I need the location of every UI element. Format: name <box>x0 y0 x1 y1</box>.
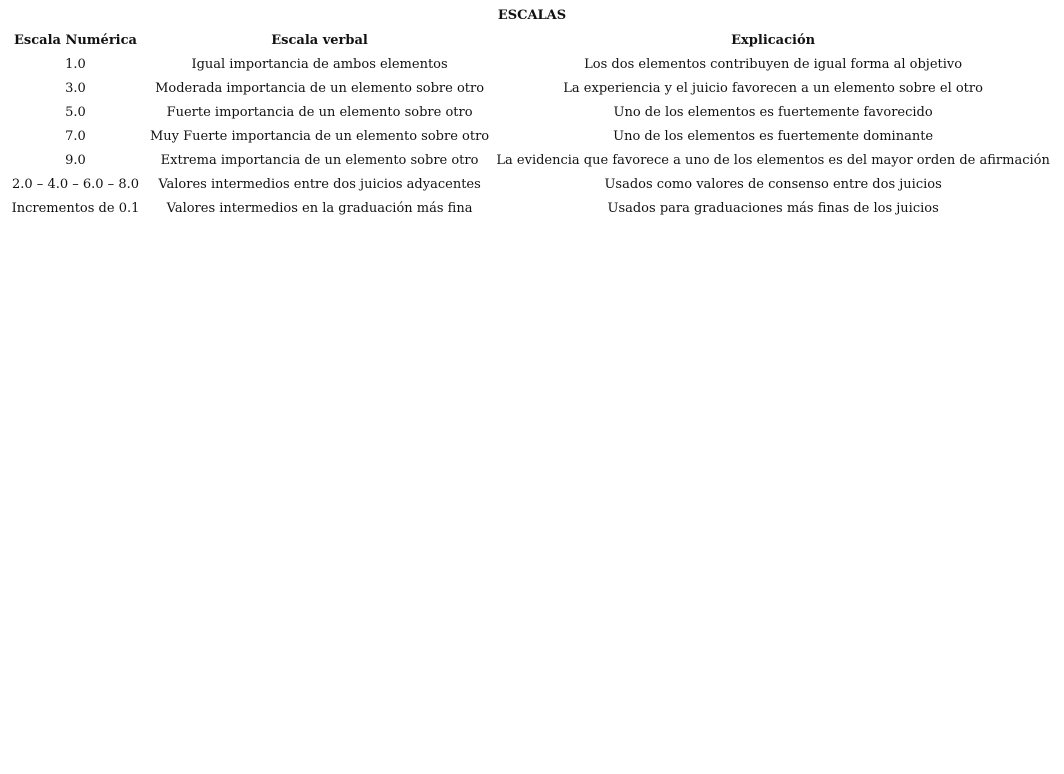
header-escala-verbal: Escala verbal <box>271 33 368 48</box>
header-escala-numerica: Escala Numérica <box>14 33 137 48</box>
table-row <box>3 53 1055 77</box>
header-explicacion: Explicación <box>731 33 816 48</box>
cell-escala-verbal: Muy Fuerte importancia de un elemento sobre otro <box>150 129 490 144</box>
cell-escala-numerica: 5.0 <box>65 105 86 120</box>
cell-explicacion: La evidencia que favorece a uno de los elementos es del mayor orden de afirmación <box>496 153 1050 168</box>
cell-escala-verbal: Valores intermedios en la graduación más fina <box>166 201 473 216</box>
cell-escala-verbal: Valores intermedios entre dos juicios adyacentes <box>158 177 481 192</box>
cell-explicacion: La experiencia y el juicio favorecen a un elemento sobre el otro <box>563 81 983 96</box>
scales-table <box>3 29 1055 221</box>
cell-escala-numerica: 3.0 <box>65 81 86 96</box>
cell-explicacion: Uno de los elementos es fuertemente favorecido <box>613 105 933 120</box>
table-row <box>3 149 1055 173</box>
cell-explicacion: Uno de los elementos es fuertemente dominante <box>613 129 934 144</box>
document-title: ESCALAS <box>497 8 567 23</box>
cell-escala-numerica: 1.0 <box>65 57 86 72</box>
cell-explicacion: Usados para graduaciones más finas de los juicios <box>607 201 939 216</box>
cell-escala-verbal: Igual importancia de ambos elementos <box>191 57 448 72</box>
cell-escala-verbal: Fuerte importancia de un elemento sobre otro <box>166 105 473 120</box>
cell-escala-numerica: Incrementos de 0.1 <box>11 201 140 216</box>
cell-escala-numerica: 7.0 <box>65 129 86 144</box>
table-row <box>3 173 1055 197</box>
table-row <box>3 125 1055 149</box>
cell-escala-numerica: 2.0 – 4.0 – 6.0 – 8.0 <box>12 177 139 192</box>
table-row <box>3 197 1055 221</box>
table-row <box>3 77 1055 101</box>
cell-escala-verbal: Moderada importancia de un elemento sobre otro <box>155 81 485 96</box>
cell-explicacion: Los dos elementos contribuyen de igual forma al objetivo <box>584 57 963 72</box>
cell-explicacion: Usados como valores de consenso entre dos juicios <box>604 177 942 192</box>
table-row <box>3 101 1055 125</box>
table-header-row <box>3 29 1055 53</box>
cell-escala-numerica: 9.0 <box>65 153 86 168</box>
cell-escala-verbal: Extrema importancia de un elemento sobre otro <box>160 153 479 168</box>
